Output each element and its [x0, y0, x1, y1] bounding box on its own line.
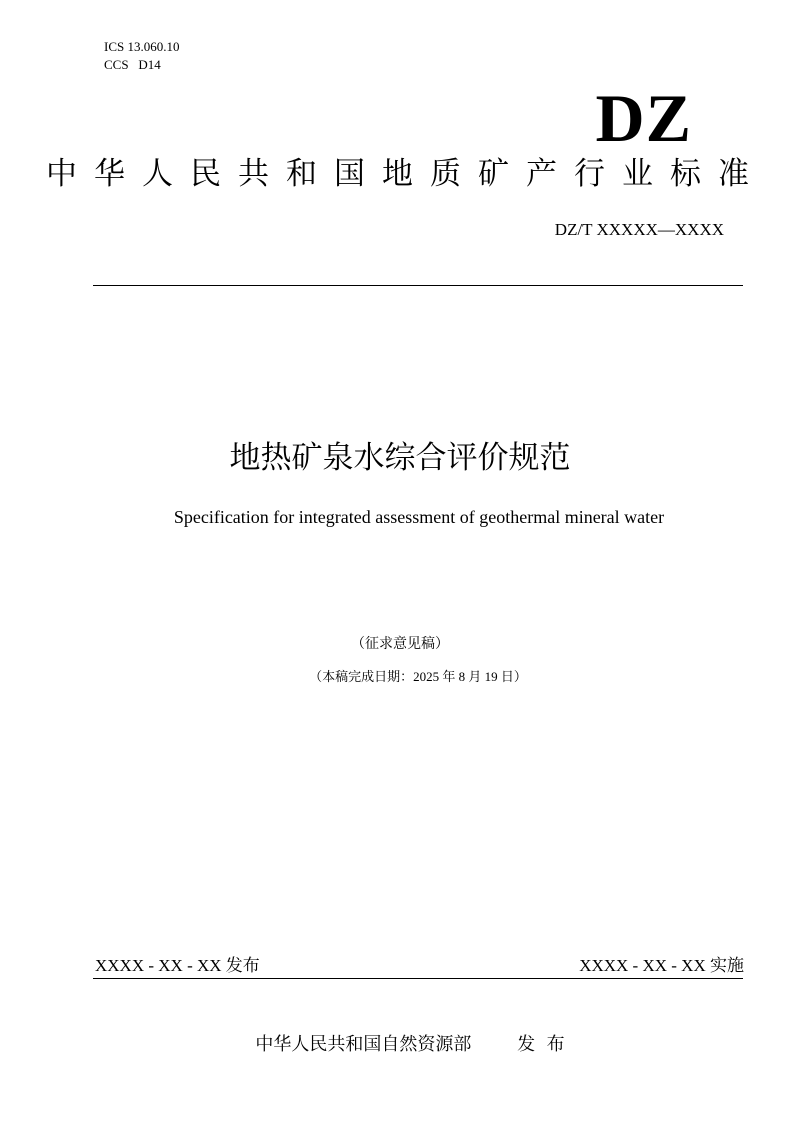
ics-code: ICS 13.060.10 [104, 39, 180, 54]
footer-divider [93, 978, 743, 979]
document-title-english: Specification for integrated assessment of geothermal mineral water [173, 507, 665, 527]
dz-logo: DZ [595, 80, 692, 156]
document-title-chinese: 地热矿泉水综合评价规范 [229, 440, 571, 476]
issuer-name: 中华人民共和国自然资源部 [255, 1034, 472, 1055]
implementation-date: XXXX - XX - XX 实施 [579, 956, 744, 975]
publication-date: XXXX - XX - XX 发布 [95, 956, 260, 975]
standard-number: DZ/T XXXXX—XXXX [554, 220, 724, 239]
header-divider [93, 285, 743, 286]
completion-date-note: （本稿完成日期：2025 年 8 月 19 日） [309, 669, 527, 684]
ccs-code: CCS D14 [104, 57, 161, 72]
industry-standard-title: 中华人民共和国地质矿产行业标准 [46, 156, 766, 192]
classification-codes [104, 38, 179, 74]
draft-status: （征求意见稿） [351, 637, 449, 652]
issuer-action: 发 布 [517, 1034, 565, 1055]
issuing-authority [0, 1031, 800, 1059]
